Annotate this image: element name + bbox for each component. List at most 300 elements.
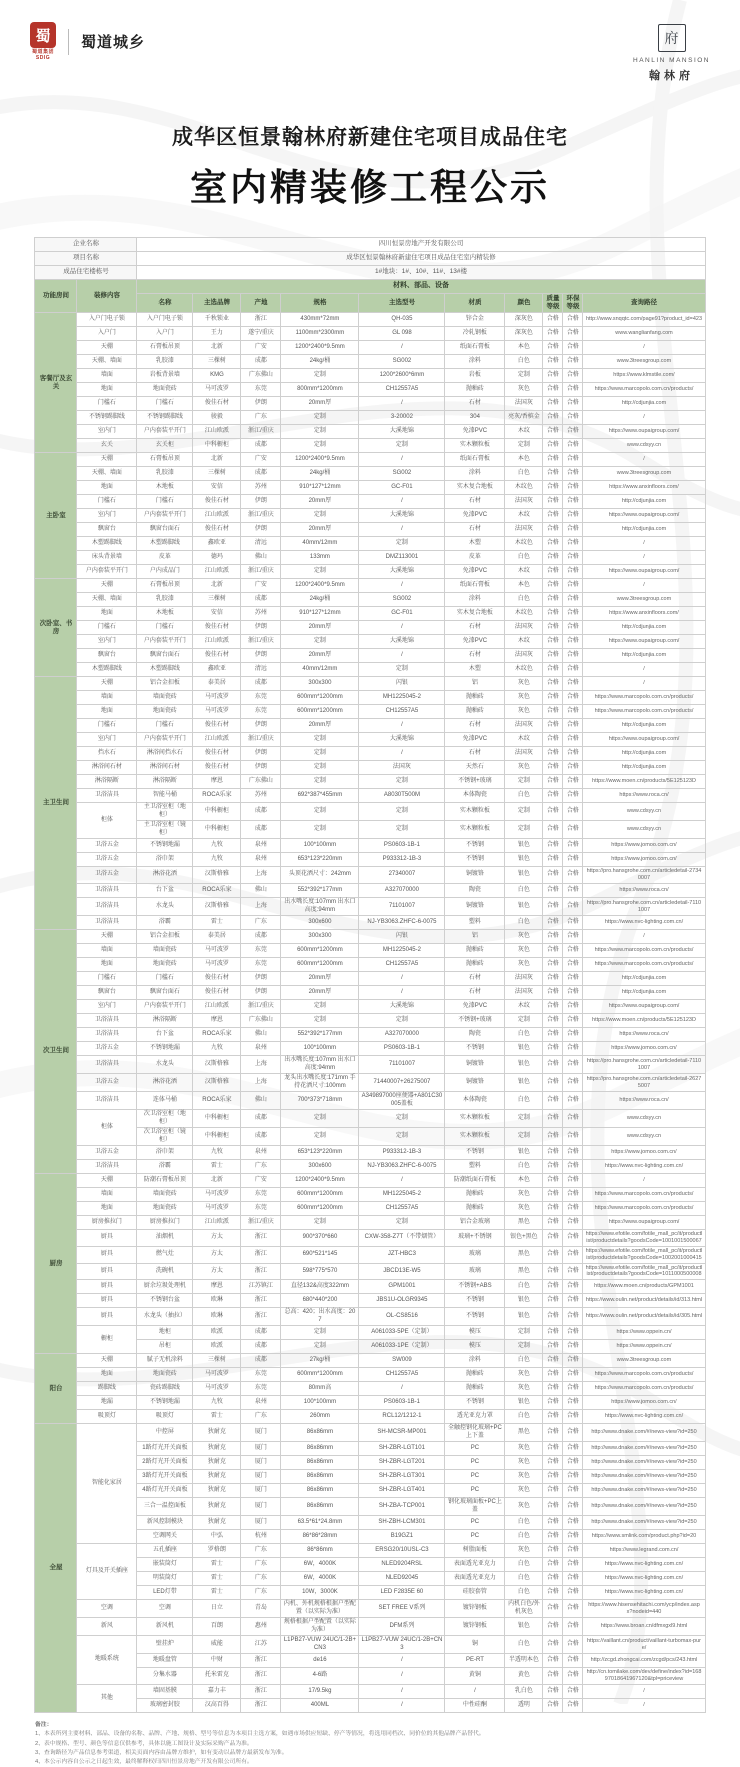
cell-name: 飘窗台面石 (137, 986, 193, 1000)
cell-quality-grade: 合格 (543, 369, 563, 383)
cell-material: 抛釉砖 (445, 958, 505, 972)
cell-query-path: https://www.nvc-lighting.com.cn/ (583, 1586, 705, 1600)
content-cell: 地暖系统 (77, 1636, 137, 1685)
cell-query-path: https://www.oupaigroup.com/ (583, 635, 705, 649)
cell-quality-grade: 合格 (543, 1160, 563, 1174)
table-row (35, 1618, 705, 1636)
cell-quality-grade: 合格 (543, 397, 563, 411)
cell-material: 免漆PVC (445, 509, 505, 523)
content-cell: 卫浴洁具 (77, 1014, 137, 1028)
cell-color: 本色 (505, 341, 543, 355)
cell-name: 2路灯光开关面板 (137, 1456, 193, 1470)
content-cell: 厨房推拉门 (77, 1216, 137, 1230)
page-titles (0, 121, 740, 211)
cell-spec: 910*127*12mm (281, 481, 359, 495)
cell-brand: 日立 (193, 1600, 241, 1618)
table-row (35, 1280, 705, 1294)
cell-model: PS0603-1B-1 (359, 839, 445, 853)
cell-brand: 马可波罗 (193, 383, 241, 397)
cell-brand: 三棵树 (193, 593, 241, 607)
cell-color: 黑色 (505, 1424, 543, 1442)
cell-color: 木纹色 (505, 607, 543, 621)
cell-name: 门槛石 (137, 495, 193, 509)
cell-brand: 中财 (193, 1654, 241, 1668)
cell-origin: 浙江 (241, 1230, 281, 1247)
cell-material: PC (445, 1530, 505, 1544)
cell-eco-grade: 合格 (563, 621, 583, 635)
content-cell: 地漏 (77, 1396, 137, 1410)
cell-quality-grade: 合格 (543, 1326, 563, 1340)
table-row (35, 898, 705, 916)
content-cell: 地面 (77, 705, 137, 719)
cell-quality-grade: 合格 (543, 355, 563, 369)
room-cell: 次卫生间 (35, 930, 77, 1174)
cell-model: SH-ZBH-LCM301 (359, 1516, 445, 1530)
cell-eco-grade: 合格 (563, 1424, 583, 1442)
cell-brand: 狄耐克 (193, 1456, 241, 1470)
cell-eco-grade: 合格 (563, 1092, 583, 1110)
cell-query-path: http://cdjunjia.com (583, 719, 705, 733)
cell-color: 白色 (505, 1280, 543, 1294)
cell-brand: 俊佳石材 (193, 719, 241, 733)
cell-material: 不锈钢+玻璃 (445, 775, 505, 789)
cell-brand: 江山欧派 (193, 1216, 241, 1230)
cell-quality-grade: 合格 (543, 1340, 563, 1354)
cell-material: 铝 (445, 930, 505, 944)
cell-eco-grade: 合格 (563, 733, 583, 747)
group-header: 材料、部品、设备 (137, 280, 705, 294)
cell-material: 铜镀铬 (445, 1056, 505, 1074)
table-row (35, 1160, 705, 1174)
cell-spec: 552*392*177mm (281, 884, 359, 898)
info-value: 1#地块：1#、10#、11#、13#楼 (137, 266, 705, 280)
cell-material: PC (445, 1484, 505, 1498)
cell-brand: 三棵树 (193, 355, 241, 369)
cell-query-path: https://www.roca.cn/ (583, 884, 705, 898)
cell-brand: 狄耐克 (193, 1442, 241, 1456)
cell-quality-grade: 合格 (543, 1618, 563, 1636)
cell-color: 法国灰 (505, 719, 543, 733)
cell-brand: 俊佳石材 (193, 986, 241, 1000)
content-cell: 卫浴洁具 (77, 916, 137, 930)
cell-eco-grade: 合格 (563, 1202, 583, 1216)
cell-eco-grade: 合格 (563, 439, 583, 453)
cell-color: 灰色 (505, 761, 543, 775)
cell-spec: 40mm/12mm (281, 663, 359, 677)
cell-query-path: https://www.broan.cn/dfmxgxl9.html (583, 1618, 705, 1636)
cell-eco-grade: 合格 (563, 1146, 583, 1160)
table-row (35, 986, 705, 1000)
cell-material: 中性硅酮 (445, 1699, 505, 1713)
cell-brand: 俊佳石材 (193, 649, 241, 663)
cell-model: / (359, 747, 445, 761)
cell-eco-grade: 合格 (563, 1498, 583, 1516)
cell-color: 灰色 (505, 1188, 543, 1202)
cell-name: 户内套装平开门 (137, 509, 193, 523)
cell-color: 灰色 (505, 1442, 543, 1456)
cell-quality-grade: 合格 (543, 1280, 563, 1294)
cell-eco-grade: 合格 (563, 1246, 583, 1263)
cell-eco-grade: 合格 (563, 1382, 583, 1396)
cell-spec: 86x86mm (281, 1498, 359, 1516)
cell-brand: 雷士 (193, 1572, 241, 1586)
cell-color: 定制 (505, 775, 543, 789)
table-row (35, 1230, 705, 1247)
cell-brand: 马可波罗 (193, 1202, 241, 1216)
cell-model: 定制 (359, 803, 445, 821)
cell-origin: 佛山 (241, 1028, 281, 1042)
cell-origin: 遂宁/重庆 (241, 327, 281, 341)
cell-origin: 伊朗 (241, 972, 281, 986)
cell-material: 石材 (445, 397, 505, 411)
cell-model: 大溪地锦 (359, 565, 445, 579)
cell-brand: 泰美居 (193, 930, 241, 944)
cell-quality-grade: 合格 (543, 1174, 563, 1188)
cell-origin: 浙江 (241, 1308, 281, 1326)
cell-color: 银色 (505, 1294, 543, 1308)
cell-eco-grade: 合格 (563, 565, 583, 579)
cell-quality-grade: 合格 (543, 1230, 563, 1247)
cell-name: 岩板背景墙 (137, 369, 193, 383)
cell-query-path: / (583, 411, 705, 425)
cell-quality-grade: 合格 (543, 1042, 563, 1056)
cell-color: 本色 (505, 1174, 543, 1188)
cell-material: 石材 (445, 495, 505, 509)
cell-eco-grade: 合格 (563, 1586, 583, 1600)
column-header-5: 材质 (445, 294, 505, 313)
cell-color: 白色 (505, 1160, 543, 1174)
cell-material: 石材 (445, 986, 505, 1000)
cell-model: 定制 (359, 1014, 445, 1028)
cell-eco-grade: 合格 (563, 495, 583, 509)
cell-quality-grade: 合格 (543, 1146, 563, 1160)
cell-color: 银色 (505, 1074, 543, 1092)
table-row (35, 867, 705, 884)
cell-spec: 20mm厚 (281, 523, 359, 537)
cell-model: / (359, 495, 445, 509)
cell-quality-grade: 合格 (543, 972, 563, 986)
cell-material: 不锈钢 (445, 1294, 505, 1308)
cell-model: 大溪地锦 (359, 1000, 445, 1014)
cell-color: 银色 (505, 1146, 543, 1160)
cell-brand: 俊佳石材 (193, 523, 241, 537)
cell-eco-grade: 合格 (563, 986, 583, 1000)
cell-brand: 摩恩 (193, 1280, 241, 1294)
cell-brand: 安信 (193, 607, 241, 621)
cell-origin: 江苏 (241, 1636, 281, 1654)
content-cell: 淋浴间石材 (77, 761, 137, 775)
cell-quality-grade: 合格 (543, 789, 563, 803)
shudao-seal-icon: 蜀 (30, 22, 56, 48)
cell-material: 纸面石膏板 (445, 579, 505, 593)
cell-color: 白色 (505, 1530, 543, 1544)
table-row (35, 551, 705, 565)
cell-name: 飘窗台面石 (137, 523, 193, 537)
cell-quality-grade: 合格 (543, 1699, 563, 1713)
cell-query-path: https://www.oupaigroup.com/ (583, 1000, 705, 1014)
cell-origin: 惠州 (241, 1618, 281, 1636)
cell-eco-grade: 合格 (563, 1544, 583, 1558)
content-cell: 淋浴隔断 (77, 775, 137, 789)
cell-color: 定制 (505, 1326, 543, 1340)
content-cell: 天棚、墙面 (77, 467, 137, 481)
cell-material: 免漆PVC (445, 733, 505, 747)
cell-spec: 定制 (281, 747, 359, 761)
cell-origin: 成都 (241, 1354, 281, 1368)
cell-brand: 百朗 (193, 1618, 241, 1636)
cell-eco-grade: 合格 (563, 509, 583, 523)
cell-color: 灰色 (505, 705, 543, 719)
content-cell: 灯具及开关插座 (77, 1544, 137, 1600)
cell-spec: 20mm厚 (281, 495, 359, 509)
content-cell: 柜体 (77, 803, 137, 839)
cell-material: 石材 (445, 747, 505, 761)
cell-material: 涂料 (445, 593, 505, 607)
cell-material: 本体陶瓷 (445, 789, 505, 803)
cell-quality-grade: 合格 (543, 1202, 563, 1216)
cell-eco-grade: 合格 (563, 775, 583, 789)
cell-brand: 北新 (193, 579, 241, 593)
cell-model: 法国灰 (359, 761, 445, 775)
cell-model: MH1225045-2 (359, 1188, 445, 1202)
cell-origin: 浙江/重庆 (241, 1000, 281, 1014)
table-row (35, 944, 705, 958)
content-cell: 厨具 (77, 1294, 137, 1308)
cell-model: ERSG20/10USL-C3 (359, 1544, 445, 1558)
cell-spec: 86x86mm (281, 1470, 359, 1484)
cell-material: 全触控钢化玻璃+PC上下盖 (445, 1424, 505, 1442)
cell-spec: 40mm/12mm (281, 537, 359, 551)
cell-eco-grade: 合格 (563, 1263, 583, 1280)
cell-name: 户内套装平开门 (137, 1000, 193, 1014)
cell-brand: 方太 (193, 1230, 241, 1247)
table-row (35, 775, 705, 789)
cell-spec: 直径132&高度322mm (281, 1280, 359, 1294)
cell-eco-grade: 合格 (563, 1558, 583, 1572)
cell-eco-grade: 合格 (563, 1654, 583, 1668)
cell-color: 定制 (505, 439, 543, 453)
info-row (35, 266, 705, 280)
cell-brand: 方太 (193, 1246, 241, 1263)
cell-name: 1路灯光开关面板 (137, 1442, 193, 1456)
cell-origin: 广东 (241, 1410, 281, 1424)
cell-model: SG002 (359, 467, 445, 481)
cell-name: 浴巾架 (137, 1146, 193, 1160)
cell-eco-grade: 合格 (563, 853, 583, 867)
cell-color: 白色 (505, 1092, 543, 1110)
content-cell: 卫浴五金 (77, 853, 137, 867)
cell-eco-grade: 合格 (563, 1572, 583, 1586)
cell-material: 铝合金玻璃 (445, 1216, 505, 1230)
table-row (35, 1354, 705, 1368)
cell-name: 厨房推拉门 (137, 1216, 193, 1230)
cell-brand: 鑫欧亚 (193, 663, 241, 677)
table-row (35, 958, 705, 972)
cell-origin: 伊朗 (241, 621, 281, 635)
cell-quality-grade: 合格 (543, 481, 563, 495)
cell-brand: 摩恩 (193, 775, 241, 789)
cell-spec: 24kg/桶 (281, 593, 359, 607)
cell-material: 本体陶瓷 (445, 1092, 505, 1110)
info-value: 成华区恒景翰林府新建住宅项目成品住宅室内精装修 (137, 252, 705, 266)
cell-eco-grade: 合格 (563, 898, 583, 916)
content-cell: 其他 (77, 1685, 137, 1713)
cell-quality-grade: 合格 (543, 1382, 563, 1396)
cell-origin: 厦门 (241, 1470, 281, 1484)
cell-color: 灰色 (505, 383, 543, 397)
table-row (35, 803, 705, 821)
cell-query-path: https://www.oupaigroup.com/ (583, 509, 705, 523)
cell-model: JZT-HBC3 (359, 1246, 445, 1263)
table-row (35, 972, 705, 986)
cell-quality-grade: 合格 (543, 1092, 563, 1110)
cell-material: 抛釉砖 (445, 691, 505, 705)
cell-color: 灰色 (505, 1484, 543, 1498)
decoration-table (34, 237, 705, 1713)
table-row (35, 1600, 705, 1618)
cell-eco-grade: 合格 (563, 467, 583, 481)
cell-color: 白色 (505, 1636, 543, 1654)
table-row (35, 1188, 705, 1202)
cell-material: 抛釉砖 (445, 1382, 505, 1396)
content-cell: 室内门 (77, 733, 137, 747)
cell-origin: 浙江 (241, 313, 281, 327)
table-row (35, 439, 705, 453)
info-label: 项目名称 (35, 252, 137, 266)
cell-color: 木纹色 (505, 481, 543, 495)
cell-query-path: https://www.jomoo.com.cn/ (583, 839, 705, 853)
cell-query-path: https://pro.hansgrohe.com.cn/articledetail-27340007 (583, 867, 705, 884)
cell-brand: 欧琳 (193, 1308, 241, 1326)
table-row (35, 1410, 705, 1424)
cell-brand: ROCA乐家 (193, 1092, 241, 1110)
cell-origin: 浙江/重庆 (241, 635, 281, 649)
cell-eco-grade: 合格 (563, 884, 583, 898)
cell-color: 灰色 (505, 677, 543, 691)
cell-name: 墙固基膜 (137, 1685, 193, 1699)
cell-color: 定制 (505, 369, 543, 383)
cell-spec: 1200*2400*9.5mm (281, 579, 359, 593)
cell-origin: 广安 (241, 341, 281, 355)
cell-material: / (445, 1685, 505, 1699)
cell-spec: 定制 (281, 509, 359, 523)
cell-material: 模压 (445, 1340, 505, 1354)
cell-brand: 九牧 (193, 1396, 241, 1410)
cell-query-path: https://www.nvc-lighting.com.cn/ (583, 1410, 705, 1424)
cell-material: 抛釉砖 (445, 1368, 505, 1382)
table-row (35, 1000, 705, 1014)
cell-quality-grade: 合格 (543, 1586, 563, 1600)
content-cell: 门槛石 (77, 621, 137, 635)
cell-eco-grade: 合格 (563, 1484, 583, 1498)
table-row (35, 1174, 705, 1188)
cell-origin: 厦门 (241, 1456, 281, 1470)
cell-origin: 浙江/重庆 (241, 733, 281, 747)
cell-name: 中控屏 (137, 1424, 193, 1442)
cell-color: 木纹 (505, 509, 543, 523)
cell-origin: 浙江 (241, 1668, 281, 1685)
cell-material: 玻璃 (445, 1263, 505, 1280)
cell-model: 定制 (359, 1128, 445, 1146)
cell-material: 不锈钢 (445, 839, 505, 853)
cell-brand: 骏毅 (193, 411, 241, 425)
cell-color: 深灰色 (505, 313, 543, 327)
cell-model: A349897000座便器+A801C30005盖板 (359, 1092, 445, 1110)
cell-material: 表面透光亚克力 (445, 1558, 505, 1572)
content-cell: 入户门 (77, 327, 137, 341)
cell-model: / (359, 719, 445, 733)
cell-eco-grade: 合格 (563, 355, 583, 369)
cell-origin: 成都 (241, 439, 281, 453)
cell-query-path: https://www.nvc-lighting.com.cn/ (583, 1572, 705, 1586)
cell-model: SG002 (359, 355, 445, 369)
cell-color: 灰色 (505, 1470, 543, 1484)
footnote-item: 4、本公示内容自公示之日起生效，最终解释权归四川恒景房地产开发有限公司所有。 (35, 1759, 253, 1766)
cell-eco-grade: 合格 (563, 327, 583, 341)
cell-name: 门槛石 (137, 621, 193, 635)
content-cell: 踢脚线 (77, 1382, 137, 1396)
cell-model: / (359, 397, 445, 411)
cell-model: / (359, 986, 445, 1000)
cell-name: 地面瓷砖 (137, 958, 193, 972)
cell-color: 法国灰 (505, 972, 543, 986)
cell-eco-grade: 合格 (563, 1410, 583, 1424)
cell-brand: 托米雷克 (193, 1668, 241, 1685)
cell-query-path: / (583, 341, 705, 355)
cell-query-path: http://www.dnake.com/#/news-view?id=250 (583, 1470, 705, 1484)
cell-quality-grade: 合格 (543, 1294, 563, 1308)
cell-spec: 20mm厚 (281, 986, 359, 1000)
cell-query-path: https://www.efotile.com/fotile_mall_pc/it/productlist/productdetails?goodsCode=1002001000415 (583, 1246, 705, 1263)
table-row (35, 1146, 705, 1160)
cell-model: / (359, 1668, 445, 1685)
cell-color: 法国灰 (505, 747, 543, 761)
cell-brand: 汉斯格雅 (193, 1056, 241, 1074)
info-row (35, 252, 705, 266)
cell-color: 木纹 (505, 1000, 543, 1014)
cell-name: 淋浴花洒 (137, 867, 193, 884)
cell-query-path: / (583, 1699, 705, 1713)
cell-quality-grade: 合格 (543, 1110, 563, 1128)
cell-quality-grade: 合格 (543, 1636, 563, 1654)
cell-material: 实木颗粒板 (445, 439, 505, 453)
cell-color: 灰色 (505, 958, 543, 972)
cell-query-path: https://www.anxinfloors.com/ (583, 481, 705, 495)
cell-eco-grade: 合格 (563, 958, 583, 972)
content-cell: 卫浴五金 (77, 1146, 137, 1160)
cell-origin: 青岛 (241, 1600, 281, 1618)
cell-spec: 定制 (281, 1340, 359, 1354)
content-cell: 智能化家居 (77, 1424, 137, 1544)
cell-name: 淋浴隔断 (137, 775, 193, 789)
table-row (35, 1396, 705, 1410)
cell-name: 木塑踢脚线 (137, 537, 193, 551)
table-row (35, 733, 705, 747)
cell-model: 71101007 (359, 898, 445, 916)
cell-spec: 680*440*200 (281, 1294, 359, 1308)
cell-brand: 俊佳石材 (193, 761, 241, 775)
cell-name: 门槛石 (137, 972, 193, 986)
cell-color: 银色 (505, 898, 543, 916)
cell-spec: 600mm*1200mm (281, 1368, 359, 1382)
cell-spec: 86*86*28mm (281, 1530, 359, 1544)
cell-query-path: www.cdsyy.cn (583, 1128, 705, 1146)
cell-brand: 中科橱柜 (193, 1128, 241, 1146)
cell-color: 法国灰 (505, 495, 543, 509)
cell-brand: 汉高百得 (193, 1699, 241, 1713)
cell-name: 次卫浴室柜（镜柜） (137, 1128, 193, 1146)
cell-brand: 安信 (193, 481, 241, 495)
